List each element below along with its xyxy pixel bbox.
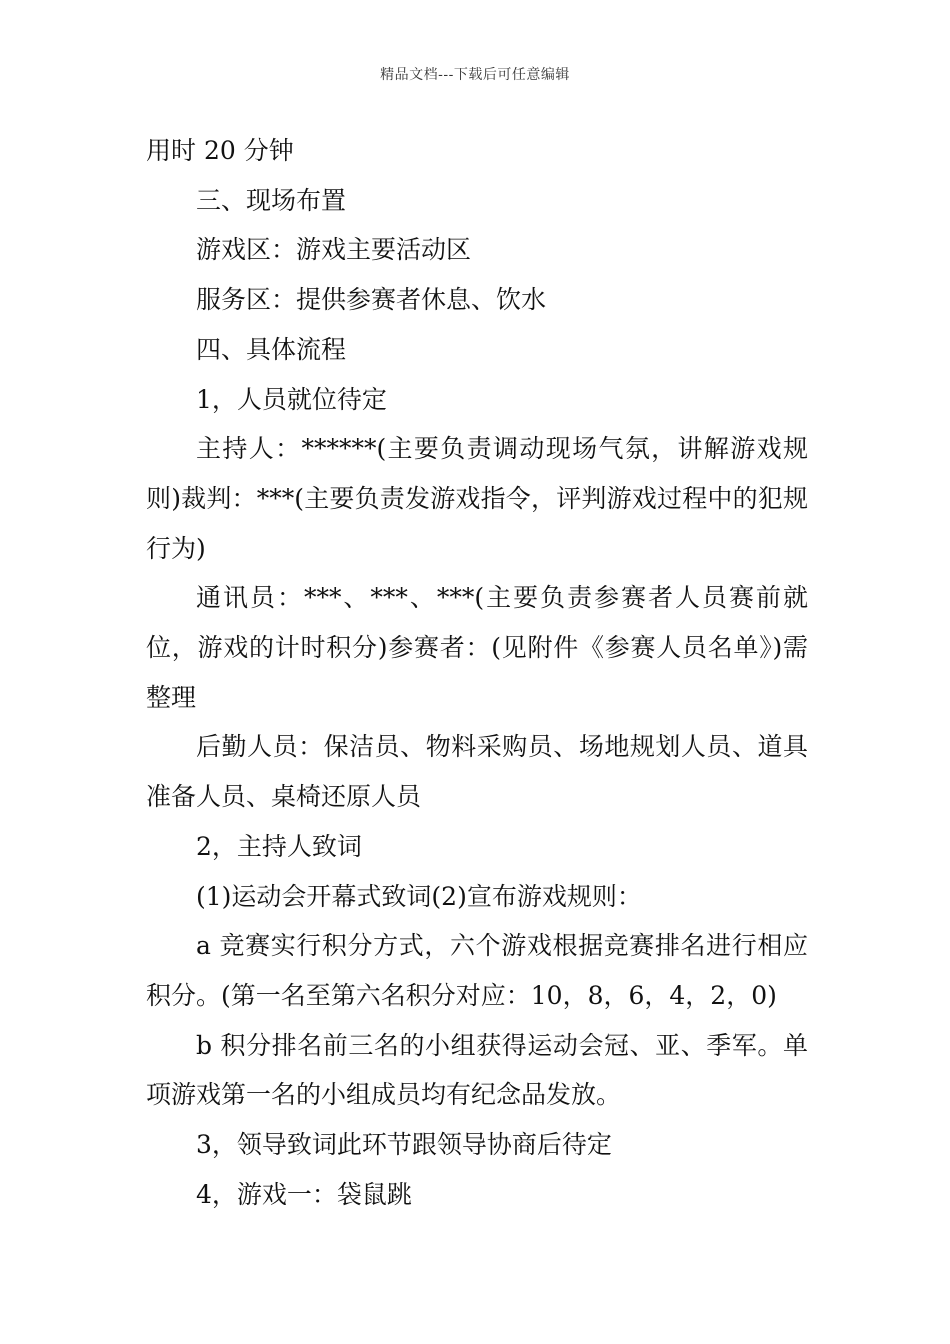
paragraph-opening-rules: (1)运动会开幕式致词(2)宣布游戏规则：	[196, 881, 642, 911]
document-body	[146, 126, 808, 1219]
paragraph-messenger: 通讯员：***、***、***(主要负责参赛者人员赛前就位，游戏的计时积分)参赛者：(见附件《参赛人员名单》)需整理	[146, 583, 808, 712]
paragraph-host-speech: 2，主持人致词	[196, 831, 362, 861]
paragraph-host-referee: 主持人：******(主要负责调动现场气氛，讲解游戏规则)裁判：***(主要负责发游戏指令，评判游戏过程中的犯规行为)	[146, 434, 808, 563]
heading-site-layout: 三、现场布置	[196, 185, 347, 215]
paragraph-game-one: 4，游戏一：袋鼠跳	[196, 1179, 412, 1209]
paragraph-leader-speech: 3，领导致词此环节跟领导协商后待定	[196, 1130, 612, 1160]
page-header: 精品文档---下载后可任意编辑	[380, 67, 570, 83]
heading-process: 四、具体流程	[196, 334, 347, 364]
paragraph-rule-a: a 竞赛实行积分方式，六个游戏根据竞赛排名进行相应积分。(第一名至第六名积分对应：10，8，6，4，2，0)	[146, 931, 808, 1010]
paragraph-staff-ready: 1，人员就位待定	[196, 384, 387, 414]
paragraph-service-area: 服务区：提供参赛者休息、饮水	[196, 285, 547, 315]
paragraph-rule-b: b 积分排名前三名的小组获得运动会冠、亚、季军。单项游戏第一名的小组成员均有纪念品发放。	[146, 1030, 808, 1110]
paragraph-game-area: 游戏区：游戏主要活动区	[196, 235, 472, 265]
paragraph-logistics: 后勤人员：保洁员、物料采购员、场地规划人员、道具准备人员、桌椅还原人员	[146, 732, 808, 812]
paragraph-duration: 用时 20 分钟	[146, 136, 294, 165]
